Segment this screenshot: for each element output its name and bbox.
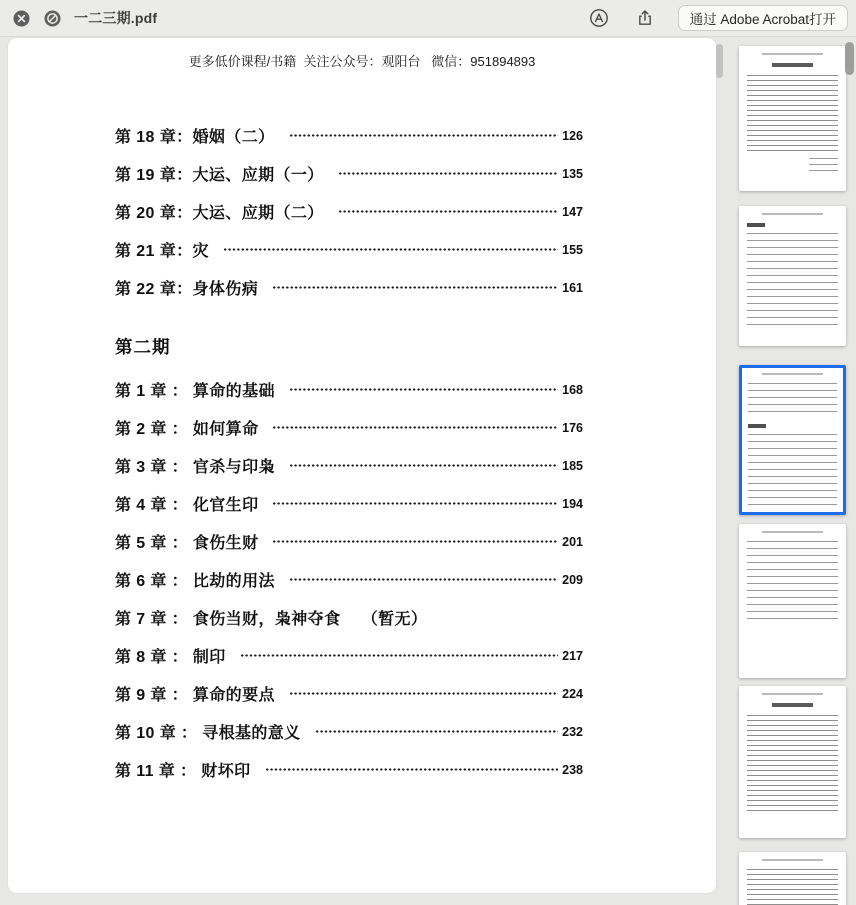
share-icon[interactable] (634, 7, 656, 29)
toc-entry[interactable] (115, 165, 583, 182)
toc-entry-page-number: 176 (562, 420, 583, 435)
dotted-leader (265, 761, 559, 778)
toc-entry[interactable] (115, 723, 583, 740)
toc-entry-page-number: 161 (562, 280, 583, 295)
toc-entry[interactable] (115, 761, 583, 778)
toc-entry[interactable] (115, 647, 583, 664)
sidebar-scrollbar-thumb[interactable] (845, 42, 854, 75)
toc-entry-page-number: 185 (562, 458, 583, 473)
toc-entry[interactable] (115, 419, 583, 436)
toc-entry[interactable] (115, 279, 583, 296)
dotted-leader (272, 419, 558, 436)
toc-entry-page-number: 209 (562, 572, 583, 587)
toc-entry-page-number: 224 (562, 686, 583, 701)
pdf-page (8, 38, 716, 893)
page-thumbnail-2[interactable] (739, 206, 846, 346)
toc-entry-title: 第 7 章 ： 食伤当财，枭神夺食 （暂无） (115, 611, 428, 628)
toc-entry-title: 第 4 章 ： 化官生印 (115, 497, 259, 514)
toc-entry-page-number: 217 (562, 648, 583, 663)
toc-entry-page-number: 126 (562, 128, 583, 143)
titlebar (0, 0, 856, 37)
dotted-leader (289, 381, 558, 398)
open-with-acrobat-button[interactable]: 通过 Adobe Acrobat打开 (678, 5, 848, 31)
toc-entry-page-number: 201 (562, 534, 583, 549)
dotted-leader (272, 279, 558, 296)
dotted-leader (289, 685, 558, 702)
toc-entry-title: 第 8 章 ： 制印 (115, 649, 226, 666)
toc-entry[interactable] (115, 685, 583, 702)
page-thumbnail-5[interactable] (739, 686, 846, 838)
toc-entry[interactable] (115, 203, 583, 220)
toc-entry[interactable] (115, 495, 583, 512)
toc-entry-page-number: 194 (562, 496, 583, 511)
dotted-leader (289, 127, 559, 144)
toc-entry[interactable] (115, 533, 583, 550)
toc-entry-page-number: 168 (562, 382, 583, 397)
toc-entry-title: 第 6 章 ： 比劫的用法 (115, 573, 275, 590)
toc-entry[interactable] (115, 571, 583, 588)
dotted-leader (272, 495, 558, 512)
toc-part2 (115, 381, 583, 778)
toc-entry[interactable] (115, 457, 583, 474)
toc-entry-page-number: 155 (562, 242, 583, 257)
toc-entry[interactable] (115, 609, 583, 626)
dotted-leader (338, 203, 558, 220)
window-title: 一二三期.pdf (74, 10, 158, 26)
page-header-note: 更多低价课程/书籍 关注公众号：观阳台 微信：951894893 (188, 54, 536, 69)
page-thumbnail-3[interactable] (739, 365, 846, 515)
toc-entry-title: 第 22 章：身体伤病 (115, 281, 259, 298)
table-of-contents (115, 127, 583, 778)
toc-entry[interactable] (115, 241, 583, 258)
toc-entry-page-number: 232 (562, 724, 583, 739)
toc-entry-page-number: 135 (562, 166, 583, 181)
toc-entry-title: 第 18 章：婚姻（二） (115, 129, 275, 146)
main-scrollbar-thumb[interactable] (716, 44, 723, 78)
dotted-leader (289, 571, 558, 588)
page-thumbnail-4[interactable] (739, 524, 846, 678)
dotted-leader (240, 647, 558, 664)
acrobat-icon[interactable] (588, 7, 610, 29)
page-thumbnail-6[interactable] (739, 852, 846, 905)
dotted-leader (338, 165, 558, 182)
toc-entry-title: 第 1 章 ： 算命的基础 (115, 383, 275, 400)
close-icon[interactable] (12, 9, 30, 27)
toc-part1 (115, 127, 583, 296)
toc-entry-title: 第 20 章：大运、应期（二） (115, 205, 324, 222)
thumbnail-sidebar (739, 46, 846, 905)
toc-section-heading: 第二期 (115, 337, 171, 357)
toc-entry-title: 第 5 章 ： 食伤生财 (115, 535, 259, 552)
toc-entry[interactable] (115, 381, 583, 398)
dotted-leader (223, 241, 558, 258)
toc-entry-title: 第 11 章 ： 财坏印 (115, 763, 251, 780)
dotted-leader (315, 723, 559, 740)
toc-entry-title: 第 3 章 ： 官杀与印枭 (115, 459, 275, 476)
page-thumbnail-1[interactable] (739, 46, 846, 191)
toc-entry-title: 第 10 章 ： 寻根基的意义 (115, 725, 301, 742)
toc-entry-title: 第 19 章：大运、应期（一） (115, 167, 324, 184)
dotted-leader (272, 533, 558, 550)
dotted-leader (289, 457, 558, 474)
toc-entry-title: 第 21 章：灾 (115, 243, 209, 260)
toc-entry[interactable] (115, 127, 583, 144)
toc-entry-page-number: 147 (562, 204, 583, 219)
toc-entry-page-number: 238 (562, 762, 583, 777)
toc-entry-title: 第 9 章 ： 算命的要点 (115, 687, 275, 704)
toc-entry-title: 第 2 章 ： 如何算命 (115, 421, 259, 438)
blocked-icon[interactable] (43, 9, 61, 27)
